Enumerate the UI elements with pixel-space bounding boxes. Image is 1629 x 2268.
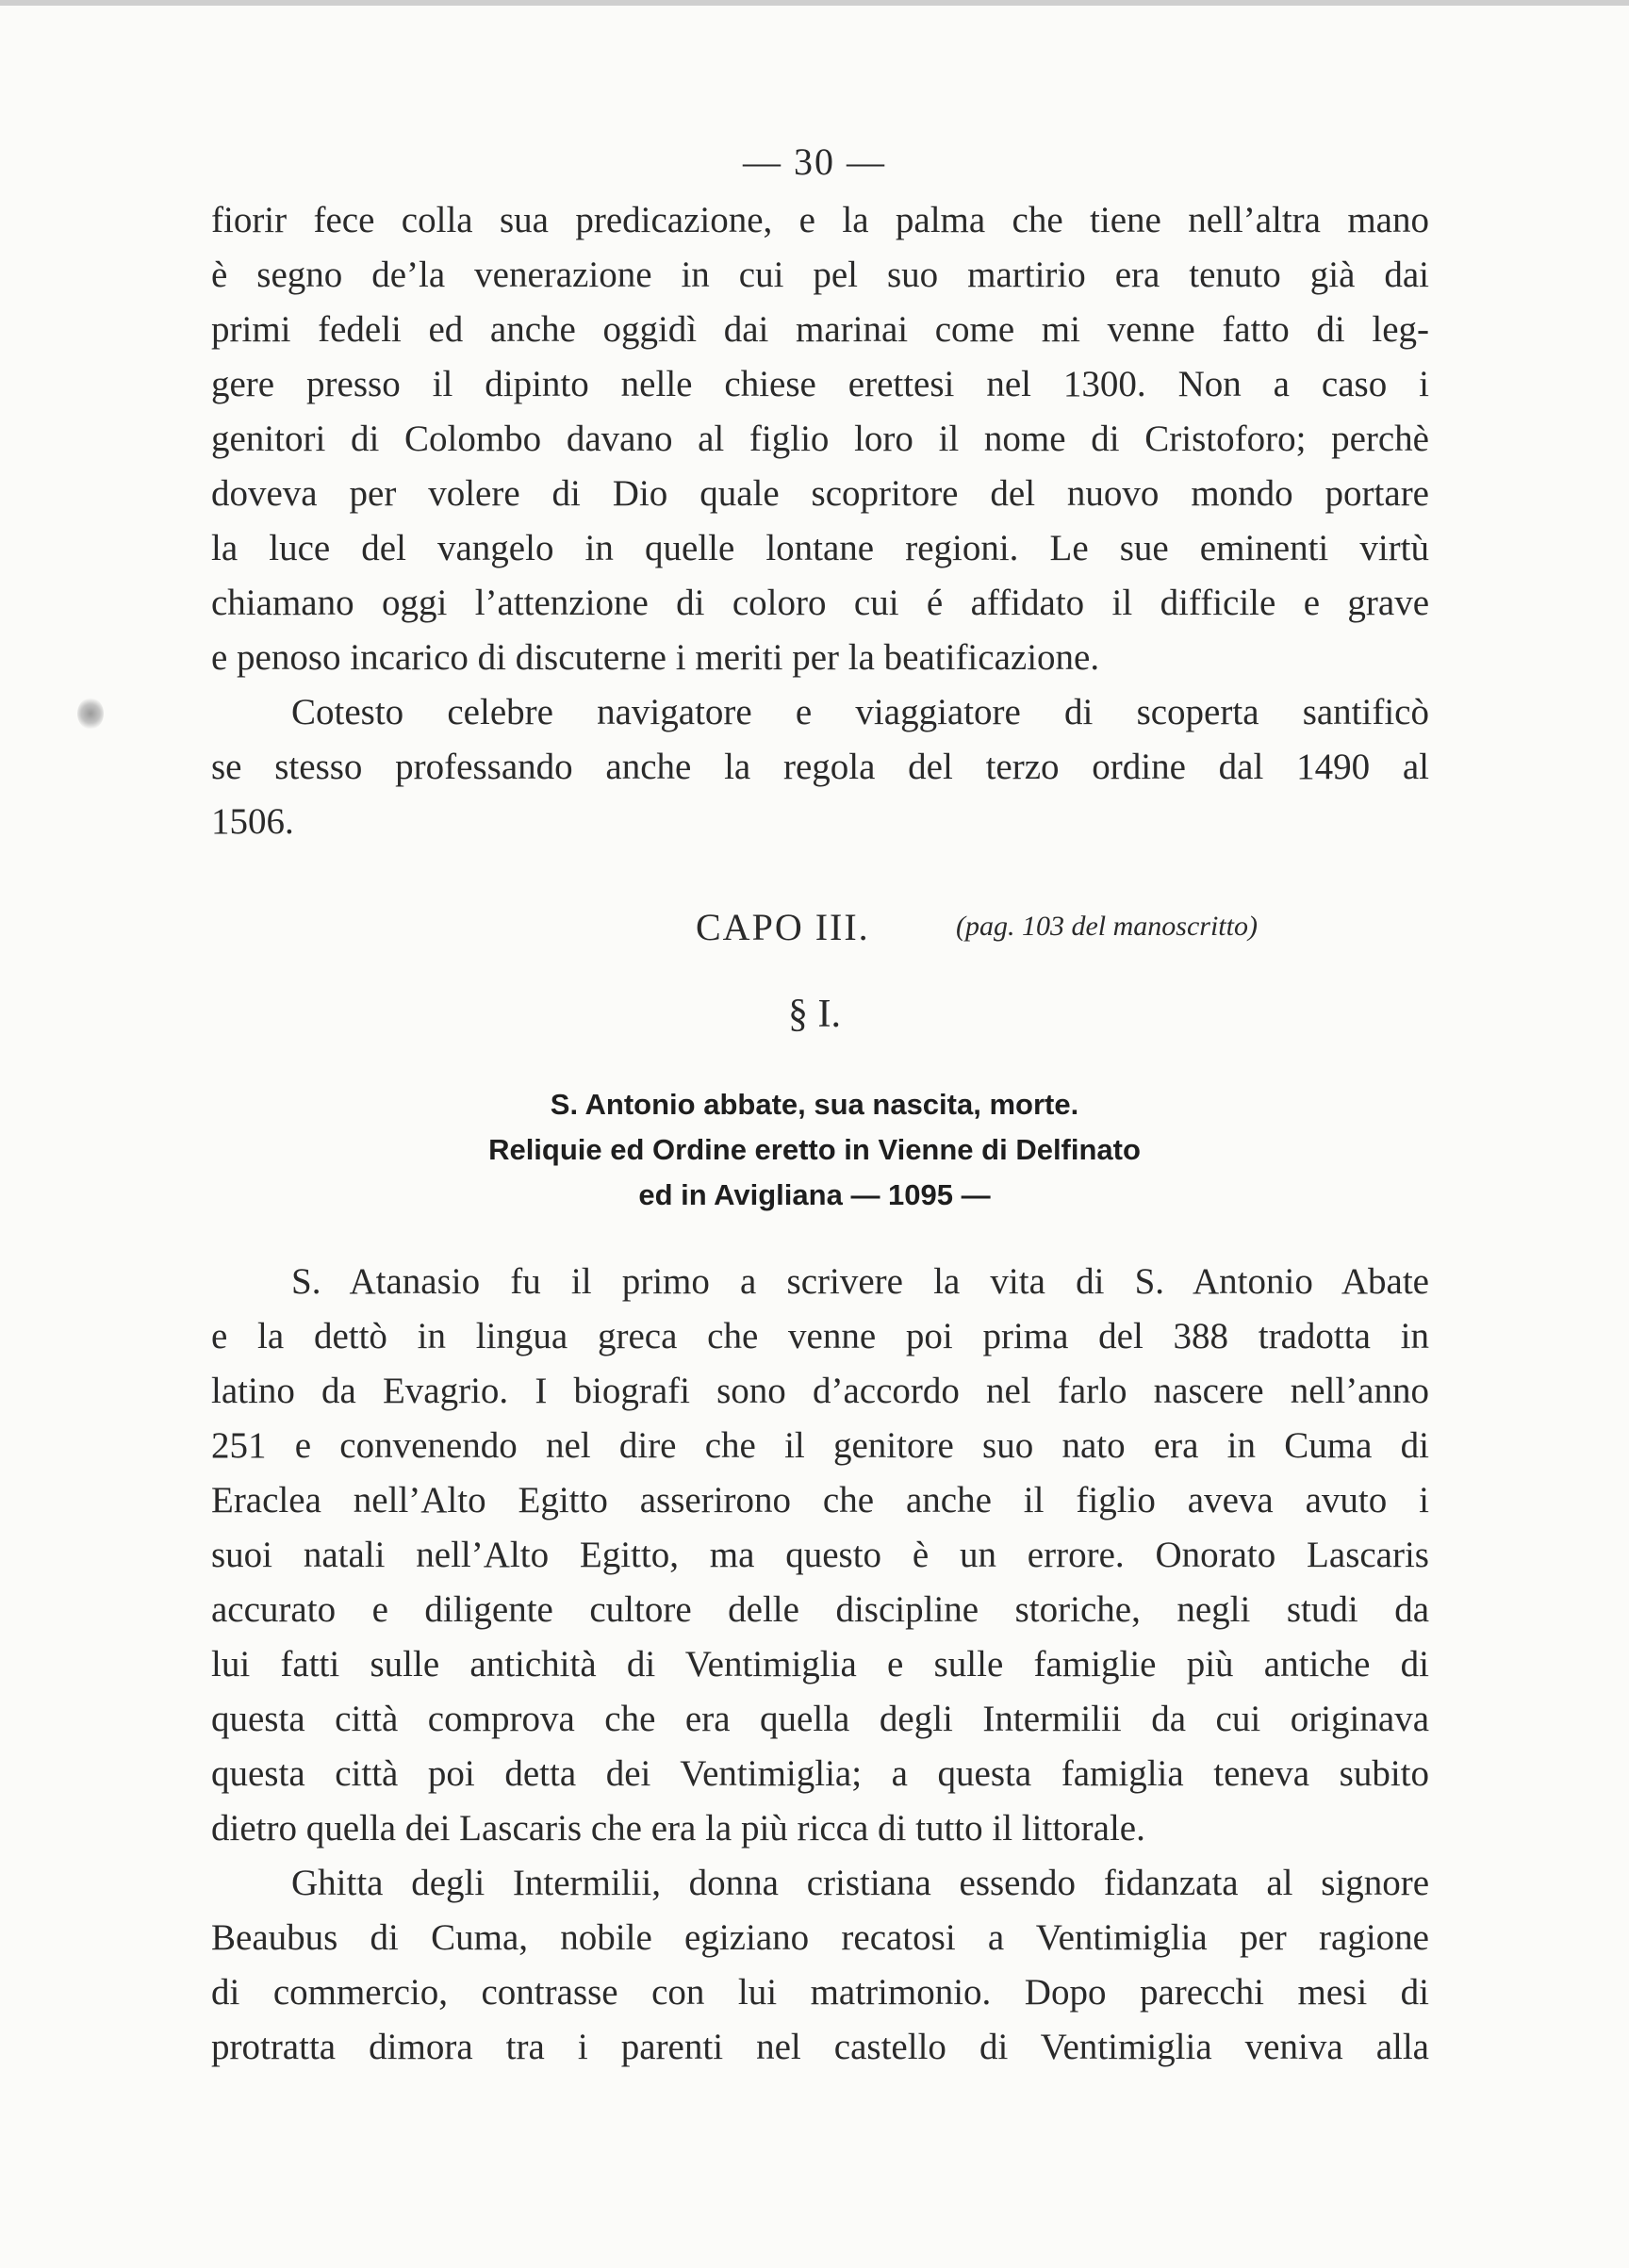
text-line: Ghitta degli Intermilii, donna cristiana essendo fidanzata al signore xyxy=(291,1863,1429,1903)
paragraph-2 xyxy=(211,685,1429,849)
text-line: Beaubus di Cuma, nobile egiziano recatosi a Ventimiglia per ragione xyxy=(211,1917,1429,1958)
paragraph-3 xyxy=(211,1255,1429,1856)
text-line: primi fedeli ed anche oggidì dai marinai come mi venne fatto di leg- xyxy=(211,309,1429,350)
text-line: di commercio, contrasse con lui matrimonio. Dopo parecchi mesi di xyxy=(211,1972,1429,2013)
section-heading-line: S. Antonio abbate, sua nascita, morte. xyxy=(550,1088,1079,1121)
ink-smudge xyxy=(77,698,104,730)
text-line: questa città poi detta dei Ventimiglia; a questa famiglia teneva subito xyxy=(211,1753,1429,1794)
text-line: lui fatti sulle antichità di Ventimiglia e sulle famiglie più antiche di xyxy=(211,1644,1429,1685)
text-line: se stesso professando anche la regola del terzo ordine dal 1490 al xyxy=(211,747,1429,787)
text-line: gere presso il dipinto nelle chiese erettesi nel 1300. Non a caso i xyxy=(211,364,1429,404)
text-line: doveva per volere di Dio quale scopritore del nuovo mondo portare xyxy=(211,473,1429,514)
text-line: questa città comprova che era quella degli Intermilii da cui originava xyxy=(211,1699,1429,1739)
text-line: fiorir fece colla sua predicazione, e la palma che tiene nell’altra mano xyxy=(211,200,1429,240)
text-line: e penoso incarico di discuterne i meriti per la beatificazione. xyxy=(211,637,1100,678)
section-heading-line: ed in Avigliana — 1095 — xyxy=(638,1178,991,1211)
text-line: genitori di Colombo davano al figlio loro il nome di Cristoforo; perchè xyxy=(211,419,1429,459)
text-line: Cotesto celebre navigatore e viaggiatore di scoperta santificò xyxy=(291,692,1429,732)
text-line: suoi natali nell’Alto Egitto, ma questo è un errore. Onorato Lascaris xyxy=(211,1535,1429,1575)
section-mark: § I. xyxy=(788,993,841,1036)
chapter-title: CAPO III. xyxy=(696,906,870,948)
text-line: e la dettò in lingua greca che venne poi prima del 388 tradotta in xyxy=(211,1316,1429,1356)
paragraph-4 xyxy=(211,1856,1429,2075)
chapter-note: (pag. 103 del manoscritto) xyxy=(956,911,1258,942)
text-line: la luce del vangelo in quelle lontane regioni. Le sue eminenti virtù xyxy=(211,528,1429,568)
text-line: Eraclea nell’Alto Egitto asserirono che anche il figlio aveva avuto i xyxy=(211,1480,1429,1520)
text-line: protratta dimora tra i parenti nel castello di Ventimiglia veniva alla xyxy=(211,2027,1429,2067)
text-line: 251 e convenendo nel dire che il genitore suo nato era in Cuma di xyxy=(211,1425,1429,1466)
chapter-header xyxy=(0,905,1629,952)
scan-top-edge xyxy=(0,0,1629,6)
paragraph-1 xyxy=(211,193,1429,685)
section-heading-line: Reliquie ed Ordine eretto in Vienne di Delfinato xyxy=(488,1133,1141,1166)
text-line: accurato e diligente cultore delle discipline storiche, negli studi da xyxy=(211,1589,1429,1630)
text-line: S. Atanasio fu il primo a scrivere la vita di S. Antonio Abate xyxy=(291,1261,1429,1302)
text-line: chiamano oggi l’attenzione di coloro cui é affidato il difficile e grave xyxy=(211,583,1429,623)
text-line: è segno de’la venerazione in cui pel suo martirio era tenuto già dai xyxy=(211,255,1429,295)
text-line: dietro quella dei Lascaris che era la più ricca di tutto il littorale. xyxy=(211,1808,1145,1849)
text-line: 1506. xyxy=(211,801,294,842)
text-line: latino da Evagrio. I biografi sono d’accordo nel farlo nascere nell’anno xyxy=(211,1371,1429,1411)
page-number: — 30 — xyxy=(743,140,886,183)
